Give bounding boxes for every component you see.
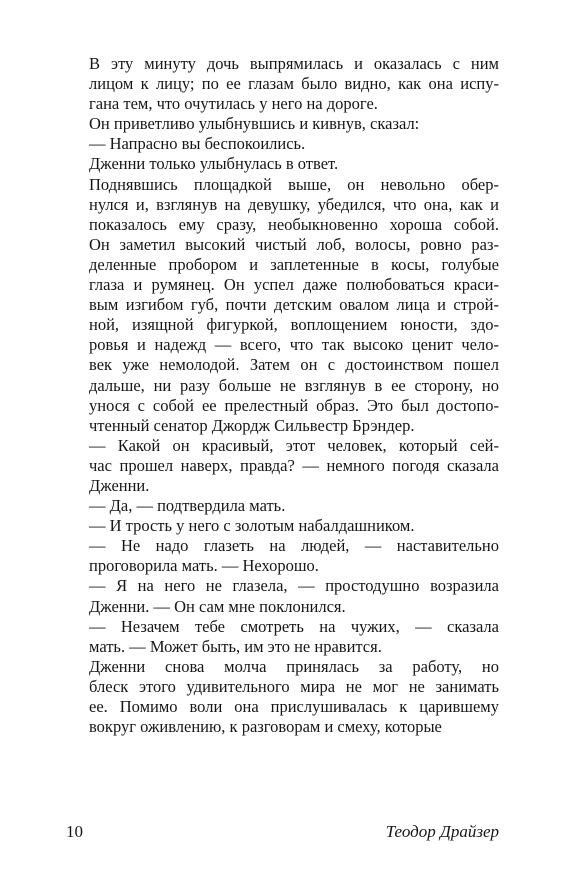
paragraph [66,516,499,536]
paragraph [66,436,499,496]
paragraph [66,114,499,134]
paragraph [66,54,499,114]
text-line: вокруг оживлению, к разговорам и смеху, которые [89,717,442,737]
text-line: проговорила мать. — Нехорошо. [89,556,319,576]
text-line: — Да, — подтвердила мать. [89,496,286,516]
text-line: Дженни. [89,475,150,495]
text-line: — Я на него не глазела, — простодушно возразила [89,576,499,596]
text-line: — И трость у него с золотым набалдашником. [89,516,415,536]
paragraph [66,134,499,154]
text-line: глаза и румянец. Он успел даже полюбоваться краси- [89,275,499,295]
text-line: лицом к лицу; по ее глазам было видно, как она испу- [89,74,499,94]
text-line: вым изгибом губ, почти детским овалом лица и строй- [89,295,499,315]
text-line: В эту минуту дочь выпрямилась и оказалась с ним [89,54,499,73]
text-line: ровья и надежд — всего, что так высоко ценит чело- [89,335,499,355]
paragraph [66,536,499,576]
text-line: мать. — Может быть, им это не нравится. [89,636,382,656]
text-line: — Напрасно вы беспокоились. [89,134,306,154]
text-line: век уже немолодой. Затем он с достоинством пошел [89,355,499,375]
text-line: Дженни. — Он сам мне поклонился. [89,596,346,616]
text-line: Дженни только улыбнулась в ответ. [89,154,339,174]
paragraph [66,617,499,657]
text-line: унося с собой ее прелестный образ. Это был достопо- [89,395,499,415]
page-footer [66,822,499,844]
text-line: Дженни снова молча принялась за работу, но [89,656,499,676]
running-title: Теодор Драйзер [385,822,499,841]
text-line: чтенный сенатор Джордж Сильвестр Брэндер. [89,415,415,435]
paragraph [66,657,499,737]
text-line: — Незачем тебе смотреть на чужих, — сказала [89,616,499,636]
text-line: блеск этого удивительного мира не мог не занимать [89,676,499,696]
text-line: Он приветливо улыбнувшись и кивнув, сказал: [89,114,420,134]
text-line: Он заметил высокий чистый лоб, волосы, ровно раз- [89,234,499,254]
text-line: гана тем, что очутилась у него на дороге. [89,94,378,114]
text-line: деленные пробором и заплетенные в косы, голубые [89,254,499,274]
text-line: нулся и, взглянув на девушку, убедился, что она, как и [89,194,499,214]
paragraph [66,154,499,174]
text-line: — Не надо глазеть на людей, — наставительно [89,536,499,556]
text-line: час прошел наверх, правда? — немного погодя сказала [89,455,499,475]
paragraph [66,175,499,436]
text-line: дальше, ни разу больше не взглянув в ее сторону, но [89,375,499,395]
body-text [66,54,499,737]
text-line: Поднявшись площадкой выше, он невольно обер- [89,174,499,194]
text-line: ее. Помимо воли она прислушивалась к царившему [89,697,499,716]
paragraph [66,576,499,616]
paragraph [66,496,499,516]
text-line: показалось ему сразу, необыкновенно хороша собой. [89,214,499,234]
text-line: — Какой он красивый, этот человек, который сей- [89,435,499,455]
page-number: 10 [66,822,83,841]
text-line: ной, изящной фигуркой, воплощением юности, здо- [89,315,499,335]
